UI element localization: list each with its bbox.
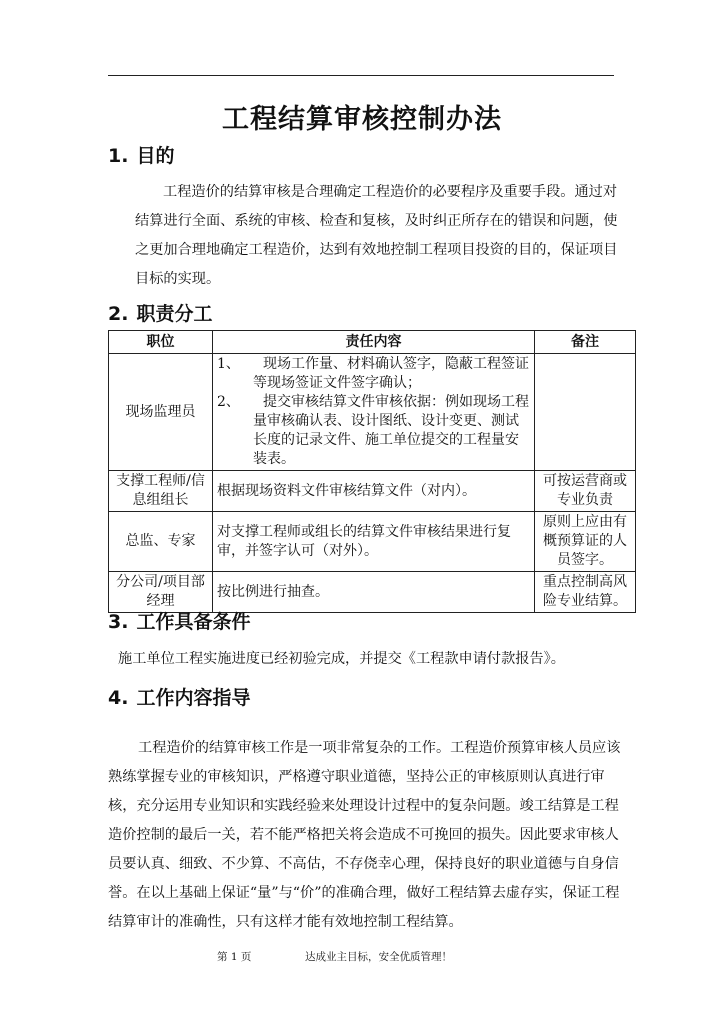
section-heading-duties (108, 299, 212, 326)
table-row (109, 354, 636, 471)
note-cell: 可按运营商或专业负责 (535, 471, 636, 512)
section-number: 3. (108, 611, 129, 633)
item-text: 现场工作量、材料确认签字，隐蔽工程签证等现场签证文件签字确认； (253, 356, 529, 391)
note-cell (535, 354, 636, 471)
position-cell: 总监、专家 (109, 512, 213, 572)
duty-table (108, 330, 636, 613)
conditions-paragraph: 施工单位工程实施进度已经初验完成，并提交《工程款申请付款报告》。 (118, 651, 565, 667)
position-cell: 分公司/项目部经理 (109, 572, 213, 613)
table-row (109, 471, 636, 512)
footer-slogan: 达成业主目标，安全优质管理！ (305, 951, 452, 963)
column-header: 职位 (109, 331, 213, 354)
table-row (109, 512, 636, 572)
section-number: 1. (108, 145, 129, 167)
section-heading-guidance (108, 683, 250, 710)
section-number: 2. (108, 303, 129, 325)
section-number: 4. (108, 687, 129, 709)
list-item (217, 355, 530, 393)
column-header: 责任内容 (213, 331, 535, 354)
purpose-paragraph: 工程造价的结算审核是合理确定工程造价的必要程序及重要手段。通过对结算进行全面、系统的审核、检查和复核，及时纠正所存在的错误和问题，使之更加合理地确定工程造价，达到有效地控制工程项目投资的目的，保证项目目标的实现。 (135, 184, 618, 287)
page-number: 第 1 页 (217, 951, 252, 963)
table-header-row (109, 331, 636, 354)
note-cell: 重点控制高风险专业结算。 (535, 572, 636, 613)
content-cell: 按比例进行抽查。 (213, 572, 535, 613)
guidance-paragraph: 工程造价的结算审核工作是一项非常复杂的工作。工程造价预算审核人员应该熟练掌握专业的审核知识，严格遵守职业道德，坚持公正的审核原则认真进行审核，充分运用专业知识和实践经验来处理设计过程中的复杂问题。竣工结算是工程造价控制的最后一关，若不能严格把关将会造成不可挽回的损失。因此要求审核人员要认真、细致、不少算、不高估，不存侥幸心理，保持良好的职业道德与自身信誉。在以上基础上保证“量”与“价”的准确合理，做好工程结算去虚存实，保证工程结算审计的准确性，只有这样才能有效地控制工程结算。 (108, 740, 621, 930)
section-title: 目的 (136, 145, 175, 167)
position-cell: 支撑工程师/信息组组长 (109, 471, 213, 512)
section-heading-purpose (108, 141, 174, 168)
item-text: 提交审核结算文件审核依据：例如现场工程量审核确认表、设计图纸、设计变更、测试长度的记录文件、施工单位提交的工程量安装表。 (253, 394, 529, 467)
list-item (217, 393, 530, 469)
content-cell: 对支撑工程师或组长的结算文件审核结果进行复审，并签字认可（对外）。 (213, 512, 535, 572)
item-number: 1、 (217, 356, 240, 372)
section-title: 职责分工 (136, 303, 213, 325)
content-cell (213, 354, 535, 471)
section-heading-conditions (108, 607, 250, 634)
position-cell: 现场监理员 (109, 354, 213, 471)
content-cell: 根据现场资料文件审核结算文件（对内）。 (213, 471, 535, 512)
header-rule (108, 75, 614, 76)
note-cell: 原则上应由有概预算证的人员签字。 (535, 512, 636, 572)
section-title: 工作内容指导 (136, 687, 251, 709)
column-header: 备注 (535, 331, 636, 354)
item-number: 2、 (217, 394, 240, 410)
section-title: 工作具备条件 (136, 611, 251, 633)
document-title: 工程结算审核控制办法 (222, 104, 502, 135)
